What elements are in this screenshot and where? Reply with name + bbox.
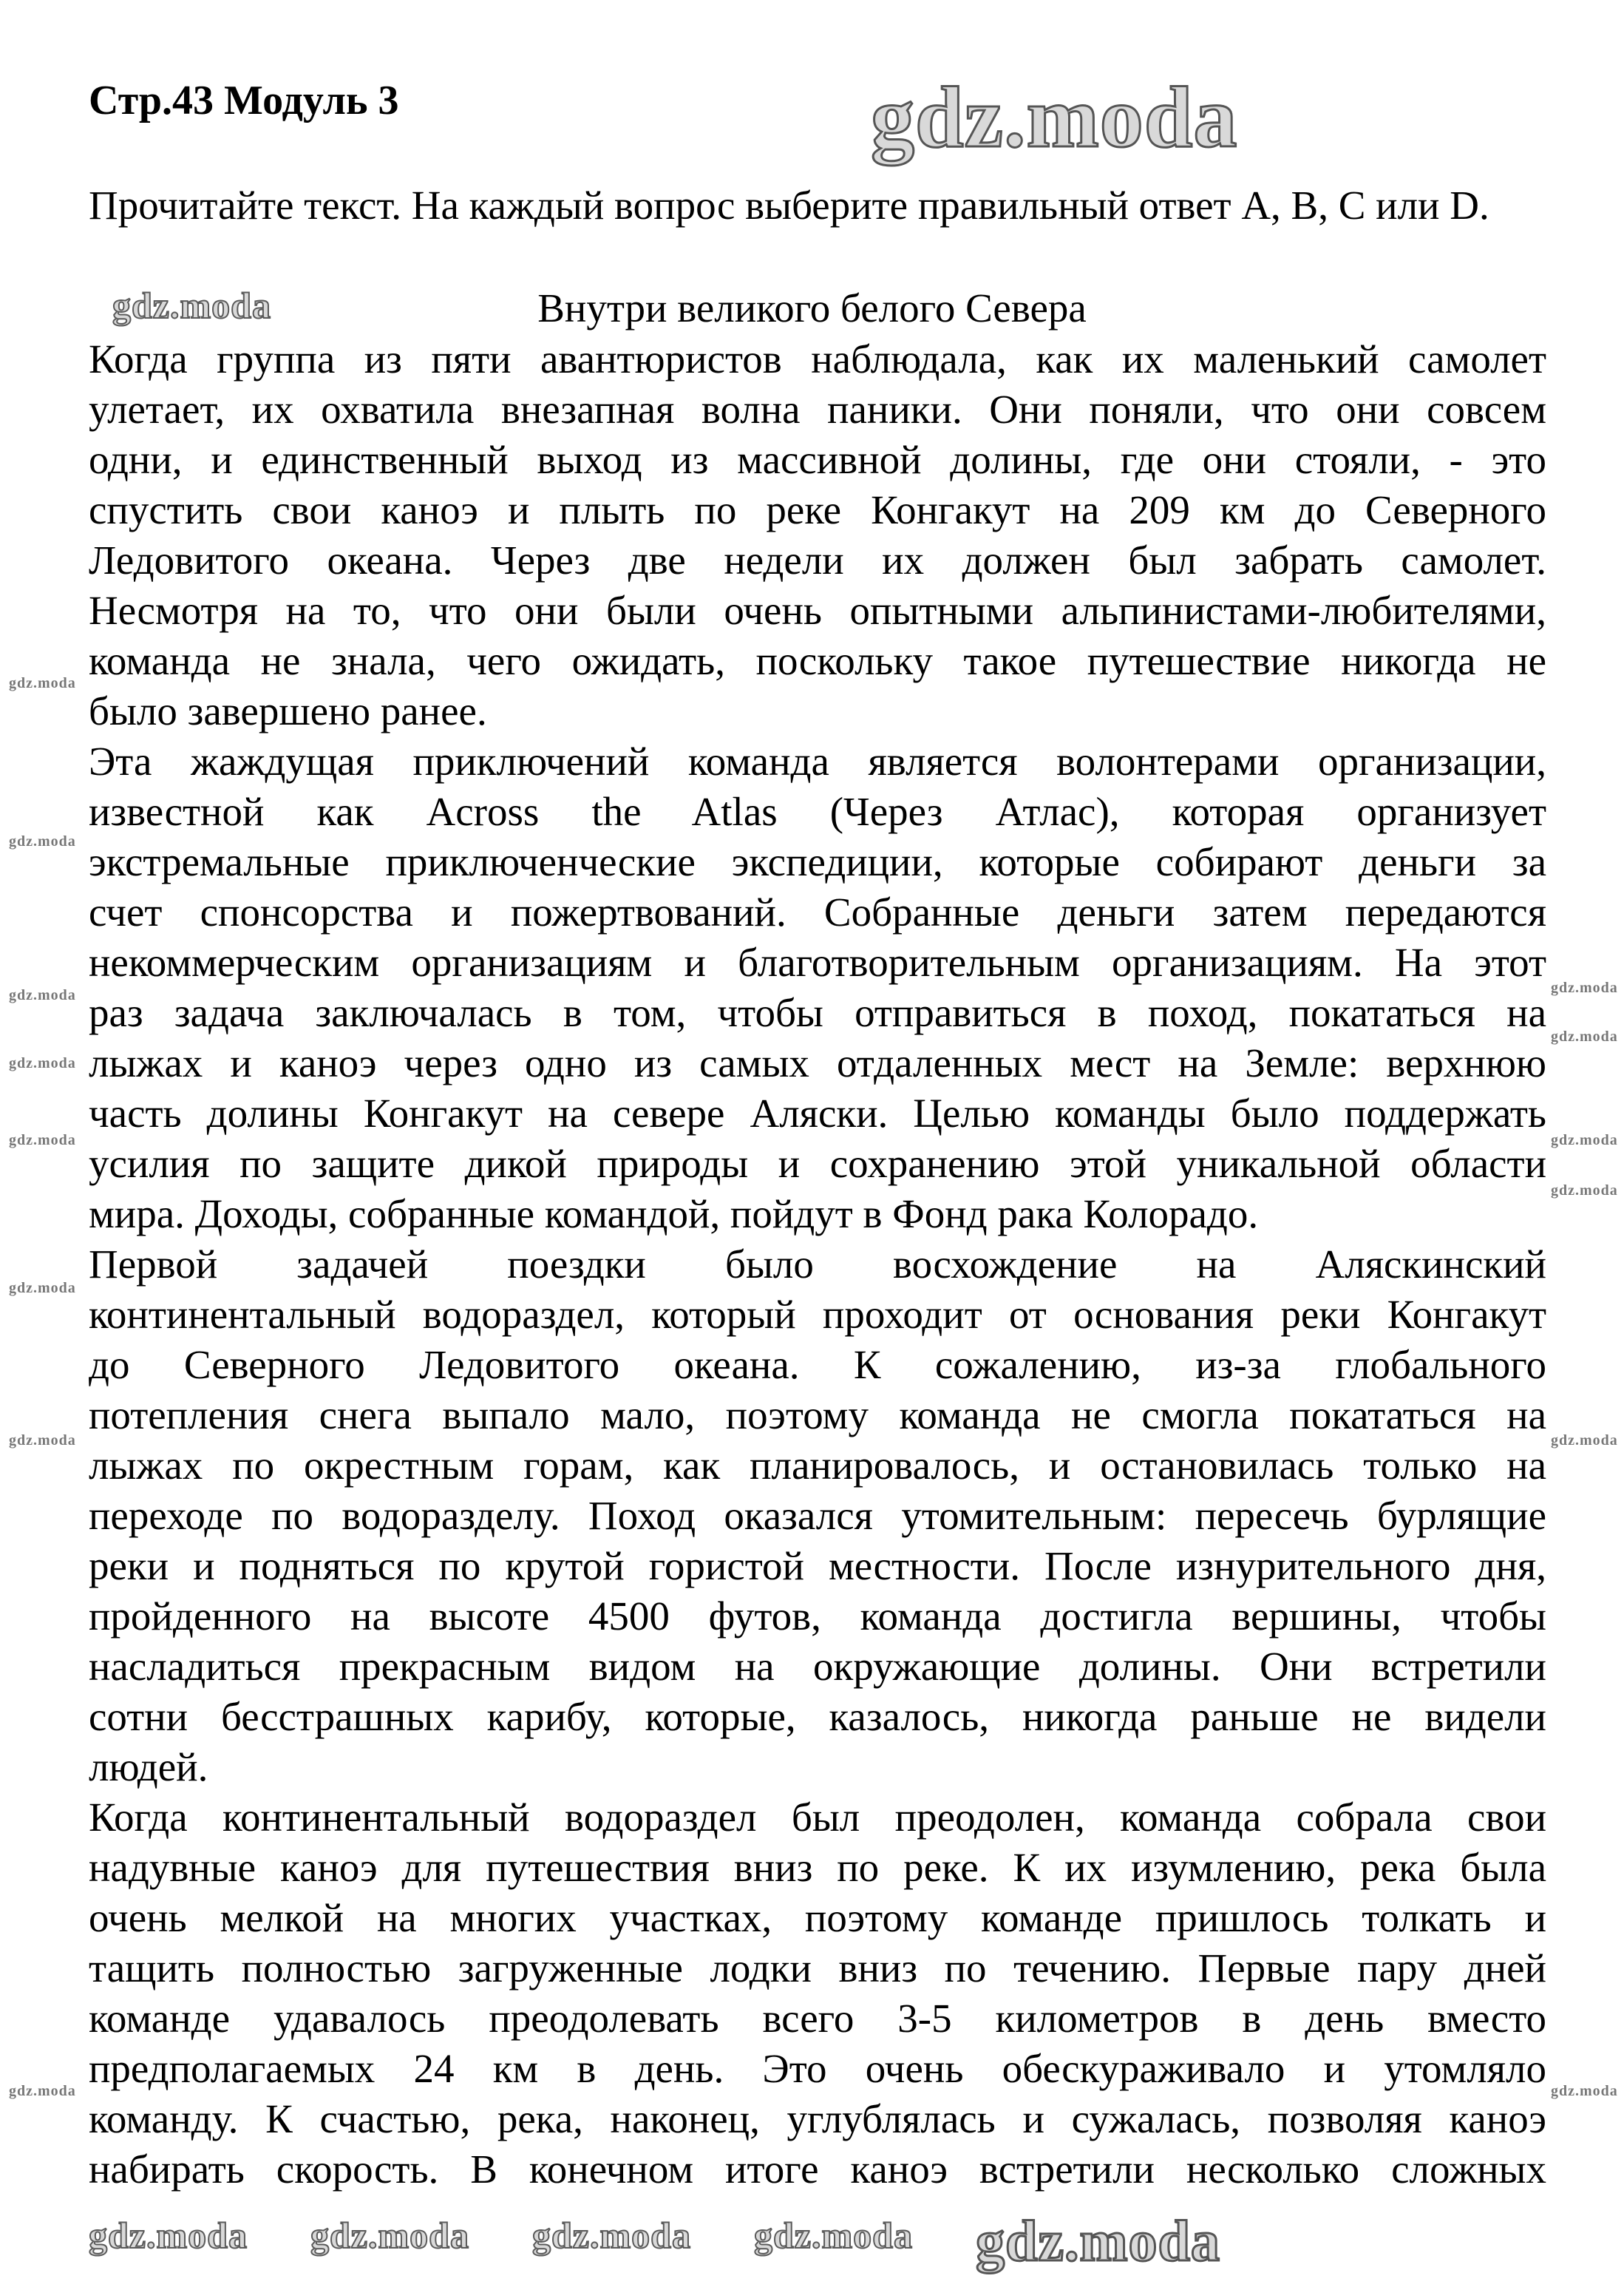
text-line: до Северного Ледовитого океана. К сожалению, из-за глобального <box>89 1342 1546 1387</box>
page-title: Стр.43 Модуль 3 <box>89 78 399 123</box>
text-line: мира. Доходы, собранные командой, пойдут в Фонд рака Колорадо. <box>89 1191 1259 1236</box>
watermark: gdz.moda <box>1551 2083 1618 2099</box>
text-line: одни, и единственный выход из массивной долины, где они стояли, - это <box>89 437 1546 482</box>
text-line: Эта жаждущая приключений команда является волонтерами организации, <box>89 739 1546 784</box>
watermark: gdz.moda <box>1551 1432 1618 1449</box>
watermark: gdz.moda <box>9 1280 76 1296</box>
text-line: переходе по водоразделу. Поход оказался утомительным: пересечь бурлящие <box>89 1493 1546 1538</box>
text-line: команде удавалось преодолевать всего 3-5 километров в день вместо <box>89 1996 1546 2041</box>
watermark: gdz.moda <box>112 285 271 326</box>
watermark: gdz.moda <box>1551 980 1618 996</box>
watermark: gdz.moda <box>89 2215 248 2256</box>
watermark: gdz.moda <box>9 987 76 1003</box>
text-line: сотни бесстрашных карибу, которые, казалось, никогда раньше не видели <box>89 1694 1546 1739</box>
watermark: gdz.moda <box>754 2215 913 2256</box>
text-line: очень мелкой на многих участках, поэтому команде пришлось толкать и <box>89 1895 1546 1940</box>
watermark: gdz.moda <box>1551 1029 1618 1045</box>
watermark: gdz.moda <box>9 1132 76 1148</box>
text-heading: Внутри великого белого Севера <box>537 285 1087 331</box>
text-line: команда не знала, чего ожидать, поскольку такое путешествие никогда не <box>89 638 1546 683</box>
text-line: надувные каноэ для путешествия вниз по реке. К их изумлению, река была <box>89 1845 1546 1890</box>
text-line: усилия по защите дикой природы и сохранению этой уникальной области <box>89 1141 1546 1186</box>
text-line: команду. К счастью, река, наконец, углублялась и сужалась, позволяя каноэ <box>89 2096 1546 2141</box>
text-line: насладиться прекрасным видом на окружающие долины. Они встретили <box>89 1644 1546 1689</box>
text-line: счет спонсорства и пожертвований. Собранные деньги затем передаются <box>89 890 1546 935</box>
text-line: некоммерческим организациям и благотворительным организациям. На этот <box>89 940 1546 985</box>
text-line: пройденного на высоте 4500 футов, команда достигла вершины, чтобы <box>89 1593 1546 1639</box>
instruction: Прочитайте текст. На каждый вопрос выберите правильный ответ A, B, C или D. <box>89 183 1489 228</box>
text-line: известной как Across the Atlas (Через Атлас), которая организует <box>89 789 1546 834</box>
watermark: gdz.moda <box>310 2215 469 2256</box>
watermark: gdz.moda <box>976 2209 1220 2273</box>
watermark: gdz.moda <box>1551 1132 1618 1148</box>
text-line: Когда группа из пяти авантюристов наблюдала, как их маленький самолет <box>89 336 1546 382</box>
paragraph <box>89 1239 1546 1792</box>
text-line: тащить полностью загруженные лодки вниз по течению. Первые пару дней <box>89 1945 1546 1990</box>
text-line: континентальный водораздел, который проходит от основания реки Конгакут <box>89 1292 1546 1337</box>
text-line: предполагаемых 24 км в день. Это очень обескураживало и утомляло <box>89 2046 1546 2091</box>
watermark: gdz.moda <box>9 2083 76 2099</box>
paragraph <box>89 1792 1546 2195</box>
text-line: спустить свои каноэ и плыть по реке Конгакут на 209 км до Северного <box>89 487 1546 532</box>
text-line: Когда континентальный водораздел был преодолен, команда собрала свои <box>89 1795 1546 1840</box>
text-body <box>89 334 1546 2195</box>
watermark: gdz.moda <box>871 69 1238 166</box>
watermark: gdz.moda <box>9 675 76 691</box>
text-line: Первой задачей поездки было восхождение на Аляскинский <box>89 1241 1546 1287</box>
text-line: часть долины Конгакут на севере Аляски. Целью команды было поддержать <box>89 1091 1546 1136</box>
text-line: Ледовитого океана. Через две недели их должен был забрать самолет. <box>89 538 1546 583</box>
text-line: лыжах по окрестным горам, как планировалось, и остановилась только на <box>89 1443 1546 1488</box>
paragraph <box>89 334 1546 736</box>
text-line: лыжах и каноэ через одно из самых отдаленных мест на Земле: верхнюю <box>89 1040 1546 1085</box>
paragraph <box>89 736 1546 1239</box>
text-line: экстремальные приключенческие экспедиции, которые собирают деньги за <box>89 839 1546 884</box>
watermark: gdz.moda <box>532 2215 691 2256</box>
watermark: gdz.moda <box>1551 1182 1618 1199</box>
text-line: раз задача заключалась в том, чтобы отправиться в поход, покататься на <box>89 990 1546 1035</box>
text-line: потепления снега выпало мало, поэтому команда не смогла покататься на <box>89 1392 1546 1437</box>
text-line: Несмотря на то, что они были очень опытными альпинистами-любителями, <box>89 588 1546 633</box>
watermark: gdz.moda <box>9 1055 76 1071</box>
text-line: было завершено ранее. <box>89 688 487 733</box>
text-line: людей. <box>89 1744 208 1789</box>
text-line: набирать скорость. В конечном итоге каноэ встретили несколько сложных <box>89 2147 1546 2192</box>
text-line: реки и подняться по крутой гористой местности. После изнурительного дня, <box>89 1543 1546 1588</box>
text-line: улетает, их охватила внезапная волна паники. Они поняли, что они совсем <box>89 387 1546 432</box>
watermark: gdz.moda <box>9 1432 76 1449</box>
watermark: gdz.moda <box>9 833 76 850</box>
